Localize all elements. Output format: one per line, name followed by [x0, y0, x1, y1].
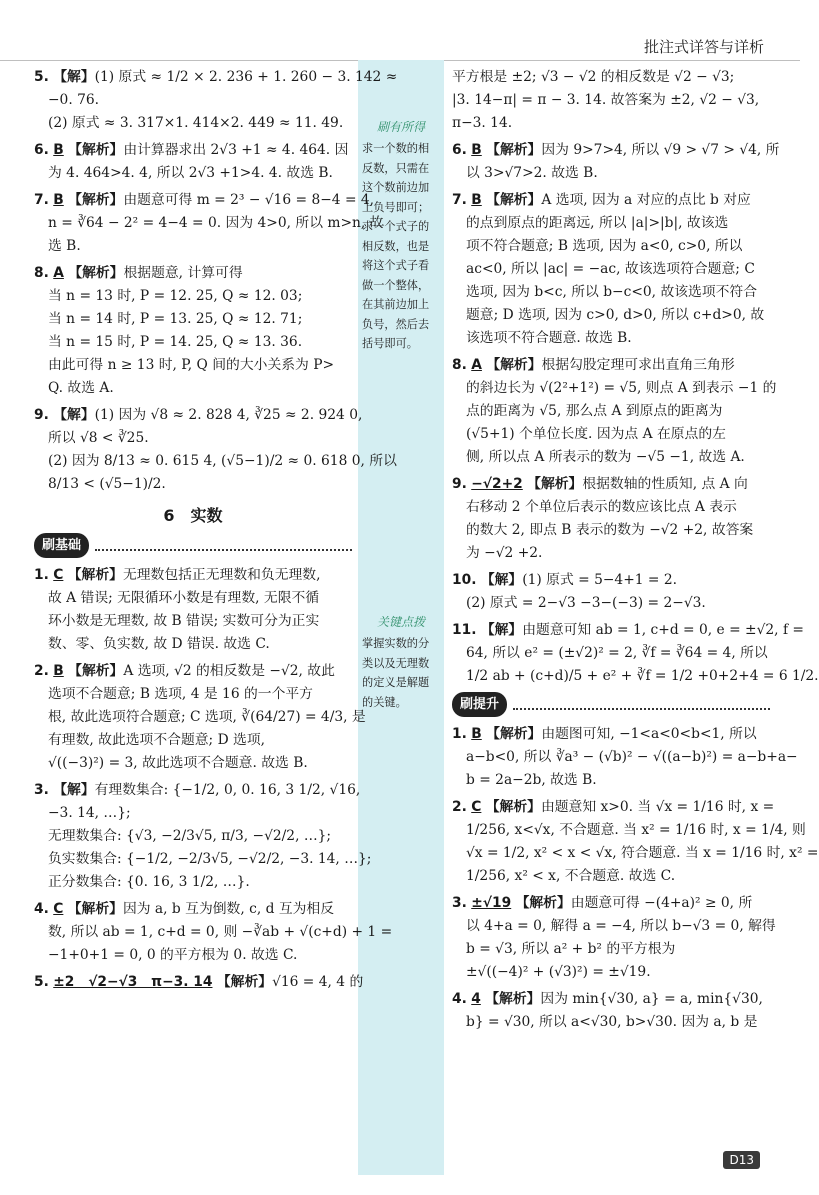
answer-text: ac<0, 所以 |ac| = −ac, 故该选项符合题意; C — [466, 261, 755, 277]
answer-item — [452, 796, 819, 888]
solution-tag: 【解析】 — [67, 901, 123, 917]
answer-line — [34, 450, 397, 473]
answer-text: 因为 min{√30, a} = a, min{√30, — [540, 991, 763, 1007]
answer-text: 64, 所以 e² = (±√2)² = 2, ∛f = ∛64 = 4, 所以 — [466, 645, 768, 661]
answer-choice: C — [53, 901, 64, 917]
answer-text: 侧, 所以点 A 所表示的数为 −√5 −1, 故选 A. — [466, 449, 745, 465]
answer-item — [452, 189, 770, 350]
answer-item — [34, 971, 364, 994]
answer-choice: 4 — [471, 991, 481, 1007]
answer-item — [452, 892, 776, 984]
question-number: 2. — [34, 663, 49, 679]
answer-text: 数、零、负实数, 故 D 错误. 故选 C. — [48, 636, 270, 652]
answer-text: 平方根是 ±2; √3 − √2 的相反数是 √2 − √3; — [452, 69, 735, 85]
answer-text: 的数大 2, 即点 B 表示的数为 −√2 +2, 故答案 — [466, 522, 754, 538]
answer-text: A 选项, 因为 a 对应的点比 b 对应 — [541, 192, 751, 208]
dotted-divider — [513, 700, 770, 710]
answer-item — [34, 262, 352, 400]
solution-tag: 【解析】 — [67, 567, 123, 583]
answer-text: 的点到原点的距离远, 所以 |a|>|b|, 故该选 — [466, 215, 729, 231]
answer-line — [452, 496, 770, 519]
answer-item — [34, 898, 393, 967]
answer-line — [34, 262, 352, 285]
answer-line — [34, 706, 366, 729]
answer-line — [34, 162, 352, 185]
answer-line — [34, 587, 352, 610]
answer-text: √16 = 4, 4 的 — [272, 974, 364, 990]
answer-text: b = 2a−2b, 故选 B. — [466, 772, 597, 788]
solution-tag: 【解析】 — [515, 895, 571, 911]
answer-line — [34, 729, 352, 752]
question-number: 8. — [34, 265, 49, 281]
answer-text: 负实数集合: {−1/2, −2/3√5, −√2/2, −3. 14, …}; — [48, 851, 372, 867]
solution-tag: 【解析】 — [68, 142, 124, 158]
subsection-header — [34, 533, 352, 558]
answer-text: √((−3)²) = 3, 故此选项不合题意. 故选 B. — [48, 755, 308, 771]
answer-text: (2) 因为 8/13 ≈ 0. 615 4, (√5−1)/2 ≈ 0. 618 0, 所以 — [48, 453, 397, 469]
answer-line — [34, 921, 393, 944]
answer-line — [452, 842, 819, 865]
answer-line — [34, 285, 352, 308]
answer-line — [452, 473, 770, 496]
section-title: 6 实数 — [163, 506, 223, 525]
answer-text: 无理数包括正无理数和负无理数, — [122, 567, 321, 583]
answer-choice: C — [53, 567, 64, 583]
answer-text: 因为 9>7>4, 所以 √9 > √7 > √4, 所 — [541, 142, 780, 158]
answer-line — [452, 819, 806, 842]
question-number: 10. — [452, 572, 477, 588]
answer-line — [452, 746, 798, 769]
answer-choice: A — [53, 265, 64, 281]
solution-tag: 【解析】 — [486, 142, 542, 158]
answer-line — [452, 542, 770, 565]
answer-line — [452, 446, 770, 469]
answer-item — [452, 66, 770, 135]
answer-line — [452, 377, 777, 400]
page-number: D13 — [723, 1151, 760, 1169]
page-header: 批注式详答与详析 — [643, 38, 764, 56]
answer-choice: B — [53, 192, 64, 208]
question-number: 9. — [34, 407, 49, 423]
solution-tag: 【解】 — [480, 622, 523, 638]
answer-line — [34, 825, 352, 848]
answer-line — [34, 112, 352, 135]
answer-text: 根据数轴的性质知, 点 A 向 — [582, 476, 748, 492]
note-title: 关键点拨 — [376, 615, 425, 629]
solution-tag: 【解】 — [53, 407, 95, 423]
answer-line — [34, 802, 352, 825]
question-number: 4. — [34, 901, 49, 917]
answer-text: 由此可得 n ≥ 13 时, P, Q 间的大小关系为 P> — [48, 357, 335, 373]
answer-line — [34, 779, 361, 802]
answer-text: 由题意可知 ab = 1, c+d = 0, e = ±√2, f = — [522, 622, 804, 638]
note-box — [358, 118, 444, 354]
answer-line — [452, 865, 770, 888]
solution-tag: 【解】 — [480, 572, 523, 588]
answer-line — [34, 633, 352, 656]
answer-choice: ±√19 — [471, 895, 512, 911]
answer-text: 选项不合题意; B 选项, 4 是 16 的一个平方 — [48, 686, 313, 702]
question-number: 7. — [452, 192, 467, 208]
answer-text: n = ∛64 − 2² = 4−4 = 0. 因为 4>0, 所以 m>n, 故 — [48, 215, 384, 231]
answer-line — [34, 564, 352, 587]
answer-text: 为 4. 464>4. 4, 所以 2√3 +1>4. 4. 故选 B. — [48, 165, 333, 181]
answer-text: b} = √30, 所以 a<√30, b>√30. 因为 a, b 是 — [466, 1014, 758, 1030]
answer-text: 正分数集合: {0. 16, 3 1/2, …}. — [48, 874, 250, 890]
answer-text: 选 B. — [48, 238, 81, 254]
answer-text: 题意; D 选项, 因为 c>0, d>0, 所以 c+d>0, 故 — [466, 307, 765, 323]
answer-line — [452, 189, 770, 212]
answer-text: |3. 14−π| = π − 3. 14. 故答案为 ±2, √2 − √3, — [452, 92, 760, 108]
answer-line — [34, 427, 352, 450]
answer-item — [34, 779, 372, 894]
subsection-header — [452, 692, 770, 717]
answer-line — [34, 971, 364, 994]
question-number: 3. — [452, 895, 467, 911]
answer-line — [452, 642, 770, 665]
question-number: 6. — [452, 142, 467, 158]
answer-text: 由题意知 x>0. 当 √x = 1/16 时, x = — [540, 799, 775, 815]
answer-item — [452, 139, 780, 185]
answer-item — [452, 619, 819, 688]
answer-text: 由题意可得 m = 2³ − √16 = 8−4 = 4, — [123, 192, 375, 208]
answer-choice: B — [53, 142, 64, 158]
answer-text: 由题图可知, −1<a<0<b<1, 所以 — [541, 726, 757, 742]
answer-line — [34, 212, 384, 235]
answer-text: 数, 所以 ab = 1, c+d = 0, 则 −∛ab + √(c+d) + 1 = — [48, 924, 393, 940]
answer-text: 有理数集合: {−1/2, 0, 0. 16, 3 1/2, √16, — [94, 782, 361, 798]
answer-line — [452, 235, 770, 258]
answer-choice: B — [471, 726, 482, 742]
answer-item — [34, 139, 352, 185]
answer-text: 以 3>√7>2. 故选 B. — [466, 165, 598, 181]
answer-text: 根据勾股定理可求出直角三角形 — [541, 357, 735, 373]
answer-line — [34, 189, 375, 212]
answer-choice: ±2 √2−√3 π−3. 14 — [53, 974, 213, 990]
solution-tag: 【解析】 — [527, 476, 583, 492]
answer-text: (√5+1) 个单位长度. 因为点 A 在原点的左 — [466, 426, 726, 442]
answer-text: 环小数是无理数, 故 B 错误; 实数可分为正实 — [48, 613, 320, 629]
answer-line — [34, 89, 352, 112]
answer-line — [452, 212, 770, 235]
subsection-badge: 刷基础 — [34, 533, 89, 558]
answer-text: 根据题意, 计算可得 — [123, 265, 243, 281]
answer-line — [452, 281, 770, 304]
answer-text: 由计算器求出 2√3 +1 ≈ 4. 464. 因 — [123, 142, 349, 158]
answer-line — [452, 892, 770, 915]
answer-line — [452, 423, 770, 446]
answer-text: 选项, 因为 b<c, 所以 b−c<0, 故该选项不符合 — [466, 284, 758, 300]
answer-line — [34, 898, 352, 921]
answer-line — [34, 139, 352, 162]
answer-line — [452, 988, 770, 1011]
answer-text: (1) 因为 √8 ≈ 2. 828 4, ∛25 ≈ 2. 924 0, — [94, 407, 363, 423]
answer-item — [452, 354, 777, 469]
answer-text: a−b<0, 所以 ∛a³ − (√b)² − √((a−b)²) = a−b+a− — [466, 749, 798, 765]
answer-choice: B — [53, 663, 64, 679]
answer-line — [34, 473, 352, 496]
answer-text: π−3. 14. — [452, 115, 513, 131]
answer-line — [34, 235, 352, 258]
answer-line — [452, 66, 770, 89]
note-text: 掌握实数的分类以及无理数的定义是解题的关键。 — [362, 637, 430, 709]
answer-line — [452, 327, 770, 350]
answer-choice: A — [471, 357, 482, 373]
answer-item — [452, 569, 770, 615]
answer-item — [452, 988, 770, 1034]
answer-text: 该选项不符合题意. 故选 B. — [466, 330, 632, 346]
answer-line — [452, 354, 770, 377]
answer-item — [34, 66, 398, 135]
answer-line — [452, 400, 770, 423]
answer-text: 的斜边长为 √(2²+1²) = √5, 则点 A 到表示 −1 的 — [466, 380, 777, 396]
solution-tag: 【解析】 — [486, 726, 542, 742]
answer-line — [34, 660, 352, 683]
question-number: 11. — [452, 622, 477, 638]
answer-text: 以 4+a = 0, 解得 a = −4, 所以 b−√3 = 0, 解得 — [466, 918, 776, 934]
question-number: 4. — [452, 991, 467, 1007]
answer-text: 1/256, x² < x, 不合题意. 故选 C. — [466, 868, 676, 884]
answer-line — [452, 938, 770, 961]
answer-line — [452, 89, 770, 112]
answer-text: Q. 故选 A. — [48, 380, 114, 396]
answer-text: −1+0+1 = 0, 0 的平方根为 0. 故选 C. — [48, 947, 298, 963]
answer-text: 1/256, x<√x, 不合题意. 当 x² = 1/16 时, x = 1/4, 则 — [466, 822, 806, 838]
answer-item — [34, 404, 397, 496]
answer-text: A 选项, √2 的相反数是 −√2, 故此 — [123, 663, 335, 679]
solution-tag: 【解析】 — [485, 991, 541, 1007]
answer-text: 因为 a, b 互为倒数, c, d 互为相反 — [122, 901, 335, 917]
answer-line — [452, 723, 770, 746]
answer-item — [34, 660, 366, 775]
answer-line — [452, 162, 770, 185]
question-number: 6. — [34, 142, 49, 158]
dotted-divider — [95, 541, 352, 551]
answer-line — [34, 752, 352, 775]
answer-line — [34, 871, 352, 894]
answer-text: 有理数, 故此选项不合题意; D 选项, — [48, 732, 265, 748]
answer-list — [452, 66, 819, 688]
answer-item — [452, 473, 770, 565]
right-column — [452, 66, 819, 1038]
question-number: 7. — [34, 192, 49, 208]
answer-text: b = √3, 所以 a² + b² 的平方根为 — [466, 941, 676, 957]
answer-line — [452, 619, 804, 642]
answer-line — [34, 848, 372, 871]
answer-line — [34, 377, 352, 400]
answer-line — [34, 610, 352, 633]
answer-text: −3. 14, …}; — [48, 805, 131, 821]
answer-line — [34, 944, 352, 967]
answer-text: 1/2 ab + (c+d)/5 + e² + ∛f = 1/2 +0+2+4 = 6 1/2. — [466, 668, 819, 684]
answer-line — [452, 139, 780, 162]
question-number: 1. — [34, 567, 49, 583]
answer-text: (2) 原式 ≈ 3. 317×1. 414×2. 449 ≈ 11. 49. — [48, 115, 344, 131]
answer-line — [452, 961, 770, 984]
question-number: 1. — [452, 726, 467, 742]
answer-text: 故 A 错误; 无限循环小数是有理数, 无限不循 — [48, 590, 320, 606]
answer-text: 为 −√2 +2. — [466, 545, 543, 561]
question-number: 9. — [452, 476, 467, 492]
note-box — [358, 613, 444, 712]
answer-text: 所以 √8 < ∛25. — [48, 430, 149, 446]
answer-line — [452, 569, 770, 592]
answer-line — [452, 112, 770, 135]
answer-text: 无理数集合: {√3, −2/3√5, π/3, −√2/2, …}; — [48, 828, 332, 844]
answer-choice: B — [471, 192, 482, 208]
solution-tag: 【解析】 — [486, 192, 542, 208]
answer-line — [452, 1011, 770, 1034]
solution-tag: 【解】 — [53, 782, 95, 798]
answer-text: 根, 故此选项符合题意; C 选项, ∛(64/27) = 4/3, 是 — [48, 709, 366, 725]
solution-tag: 【解】 — [53, 69, 95, 85]
answer-line — [34, 683, 352, 706]
answer-text: 当 n = 14 时, P = 13. 25, Q ≈ 12. 71; — [48, 311, 303, 327]
question-number: 2. — [452, 799, 467, 815]
answer-item — [452, 723, 798, 792]
answer-line — [34, 404, 363, 427]
answer-text: 当 n = 13 时, P = 12. 25, Q ≈ 12. 03; — [48, 288, 303, 304]
answer-line — [34, 308, 352, 331]
solution-tag: 【解析】 — [485, 799, 541, 815]
answer-choice: −√2+2 — [471, 476, 523, 492]
solution-tag: 【解析】 — [68, 192, 124, 208]
answer-text: −0. 76. — [48, 92, 100, 108]
answer-list — [452, 723, 819, 1034]
answer-line — [34, 354, 352, 377]
answer-line — [452, 796, 775, 819]
answer-text: (1) 原式 ≈ 1/2 × 2. 236 + 1. 260 − 3. 142 ≈ — [94, 69, 398, 85]
note-text: 求一个数的相反数，只需在这个数前边加上负号即可；求一个式子的相反数，也是将这个式子看做一个整体，在其前边加上负号，然后去括号即可。 — [362, 142, 430, 350]
note-title: 刷有所得 — [376, 120, 425, 134]
question-number: 5. — [34, 974, 49, 990]
answer-text: ±√((−4)² + (√3)²) = ±√19. — [466, 964, 651, 980]
solution-tag: 【解析】 — [216, 974, 273, 990]
answer-text: (2) 原式 = 2−√3 −3−(−3) = 2−√3. — [466, 595, 706, 611]
answer-line — [34, 66, 398, 89]
subsection-badge: 刷提升 — [452, 692, 507, 717]
answer-line — [452, 915, 776, 938]
answer-line — [452, 519, 770, 542]
answer-text: √x = 1/2, x² < x < √x, 符合题意. 当 x = 1/16 时, x² = — [466, 845, 819, 861]
solution-tag: 【解析】 — [68, 663, 124, 679]
question-number: 3. — [34, 782, 49, 798]
answer-line — [452, 258, 770, 281]
question-number: 5. — [34, 69, 49, 85]
answer-line — [452, 304, 770, 327]
answer-list — [34, 564, 393, 994]
answer-item — [34, 564, 352, 656]
question-number: 8. — [452, 357, 467, 373]
answer-choice: B — [471, 142, 482, 158]
solution-tag: 【解析】 — [486, 357, 542, 373]
answer-line — [34, 331, 352, 354]
answer-line — [452, 592, 770, 615]
answer-choice: C — [471, 799, 482, 815]
answer-text: (1) 原式 = 5−4+1 = 2. — [522, 572, 678, 588]
answer-text: 8/13 < (√5−1)/2. — [48, 476, 166, 492]
answer-line — [452, 769, 770, 792]
solution-tag: 【解析】 — [68, 265, 124, 281]
answer-text: 当 n = 15 时, P = 14. 25, Q ≈ 13. 36. — [48, 334, 303, 350]
answer-text: 点的距离为 √5, 那么点 A 到原点的距离为 — [466, 403, 723, 419]
answer-text: 右移动 2 个单位后表示的数应该比点 A 表示 — [466, 499, 737, 515]
answer-text: 项不符合题意; B 选项, 因为 a<0, c>0, 所以 — [466, 238, 743, 254]
answer-item — [34, 189, 384, 258]
answer-line — [452, 665, 819, 688]
answer-text: 由题意可得 −(4+a)² ≥ 0, 所 — [570, 895, 753, 911]
